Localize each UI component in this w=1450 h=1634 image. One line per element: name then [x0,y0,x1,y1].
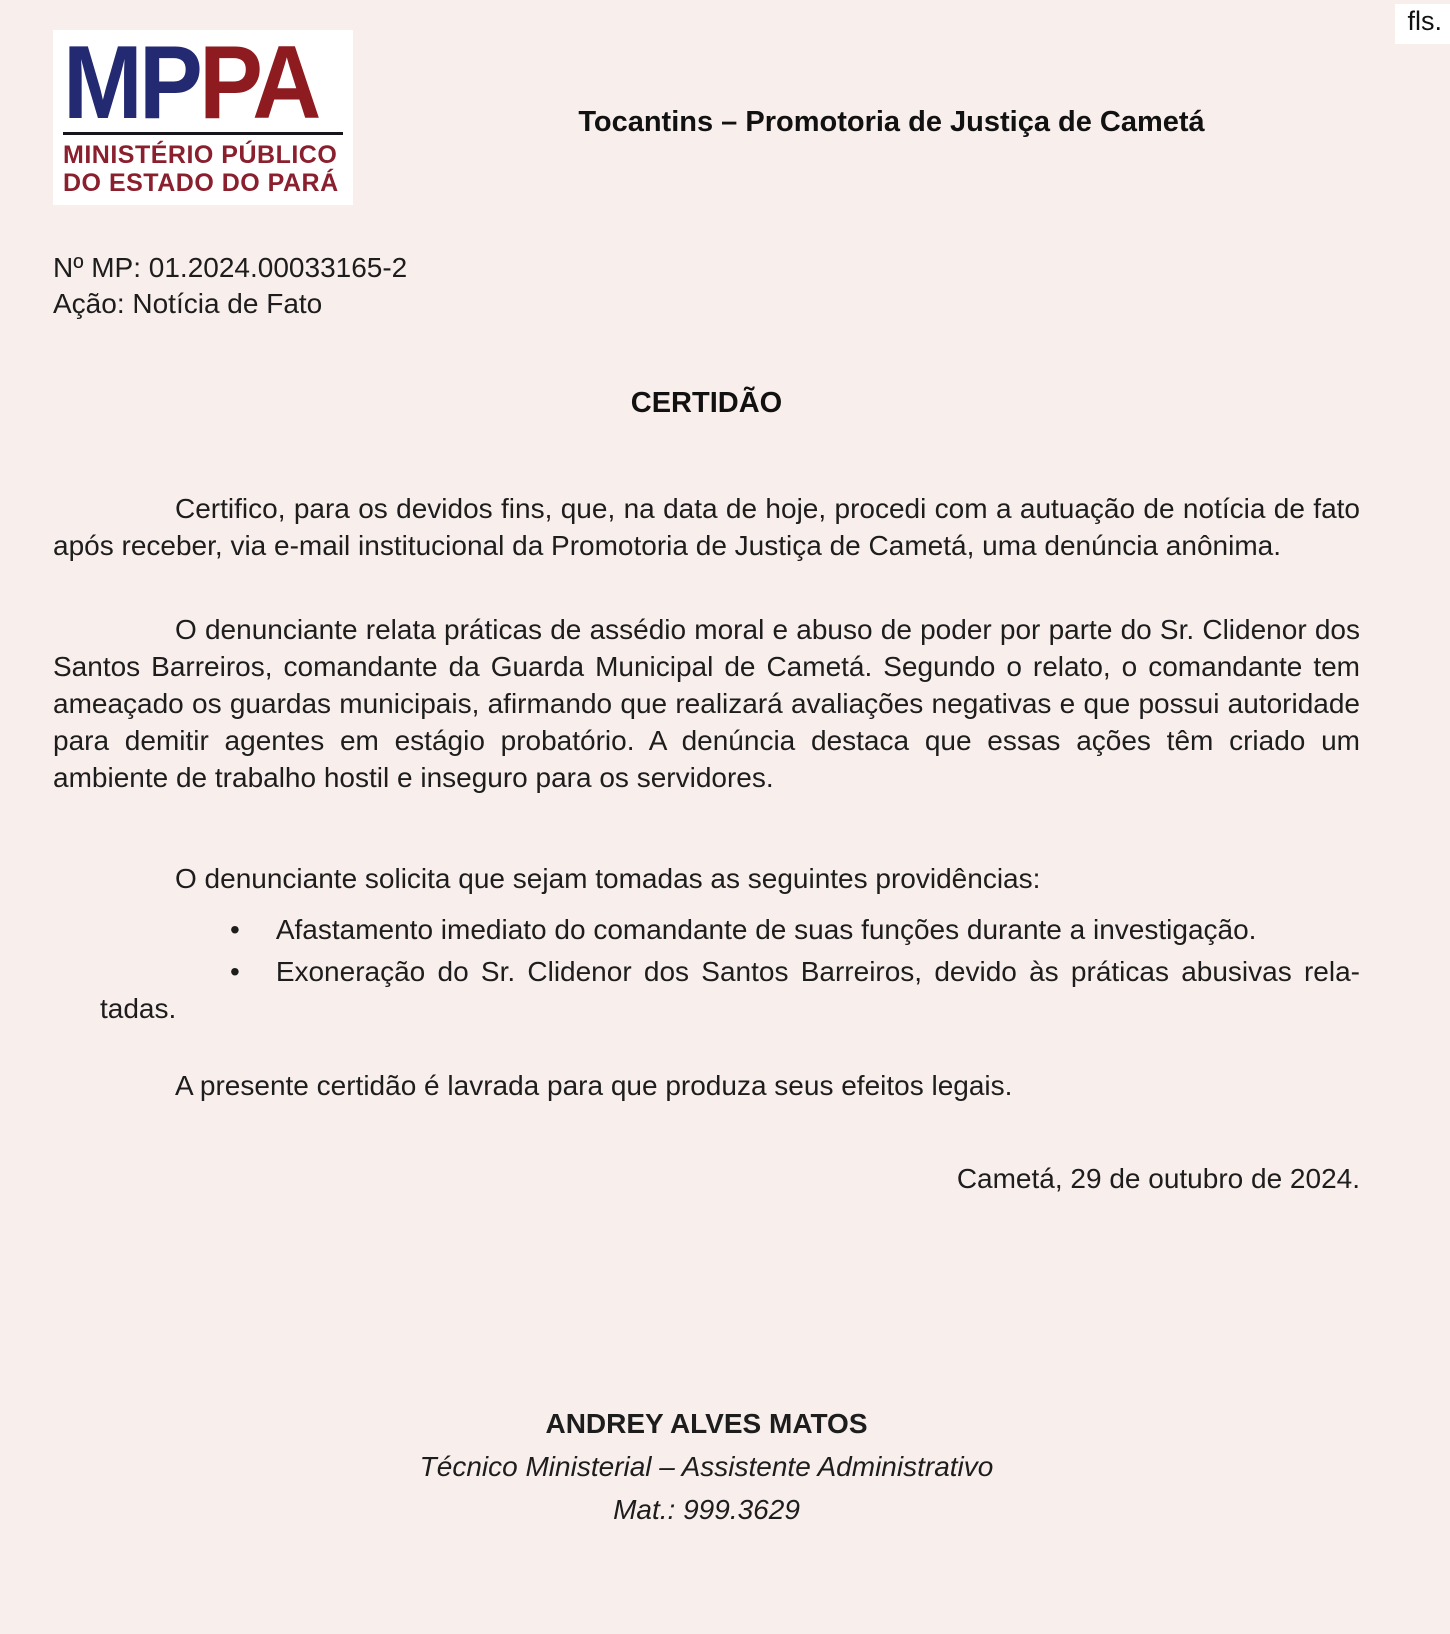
request-intro: O denunciante solicita que sejam tomadas as seguintes providências: [175,863,1041,894]
signature-role: Técnico Ministerial – Assistente Administrativo [419,1451,994,1482]
header-title-area [353,30,1360,205]
closing-statement: A presente certidão é lavrada para que produza seus efeitos legais. [175,1070,1013,1101]
paragraph-certification: Certifico, para os devidos fins, que, na data de hoje, procedi com a autuação de notícia de fato após receber, via e-mail institucional da Promotoria de Justiça de Cametá, uma denúncia anônima. [53,493,1360,561]
mppa-logo-acronym [63,25,321,142]
document-title: CERTIDÃO [630,387,783,419]
mppa-logo [53,25,353,205]
bullet-marker: • [230,914,240,945]
signature-name: ANDREY ALVES MATOS [545,1408,868,1439]
signature-registration: Mat.: 999.3629 [613,1494,800,1525]
folio-label: fls. [1395,4,1450,44]
logo-acronym-mp: MP [63,25,200,142]
bullet-item-afastamento [100,911,1360,948]
paragraph-complaint-details: O denunciante relata práticas de assédio moral e abuso de poder por parte do Sr. Clidenor dos Santos Barreiros, comandante da Guarda Municipal de Cametá. Segundo o relato, o comandante tem ameaçado os guardas municipais, afirmando que realizará avaliações negativas e que possui autoridade para demitir agentes em estágio probatório. A denúncia destaca que essas ações têm criado um ambiente de trabalho hostil e inseguro para os servidores. [53,614,1360,793]
dateline: Cametá, 29 de outubro de 2024. [956,1163,1360,1194]
logo-org-name [63,141,343,197]
bullet-text: Exoneração do Sr. Clidenor dos Santos Barreiros, devido às práticas abusivas relatadas. [100,956,1360,1024]
logo-org-line1: MINISTÉRIO PÚBLICO [63,141,338,169]
header [53,0,1360,205]
bullet-item-exoneracao [100,953,1360,1027]
bullet-marker: • [230,956,240,987]
logo-org-line2: DO ESTADO DO PARÁ [63,169,339,197]
bullet-text: Afastamento imediato do comandante de suas funções durante a investigação. [275,914,1257,945]
header-title: Tocantins – Promotoria de Justiça de Cametá [578,106,1205,138]
case-number-line: Nº MP: 01.2024.00033165-2 [53,252,408,283]
case-action-line: Ação: Notícia de Fato [53,288,323,319]
case-info [53,250,1360,322]
signature-block [53,1402,1360,1531]
logo-acronym-pa: PA [199,25,318,142]
